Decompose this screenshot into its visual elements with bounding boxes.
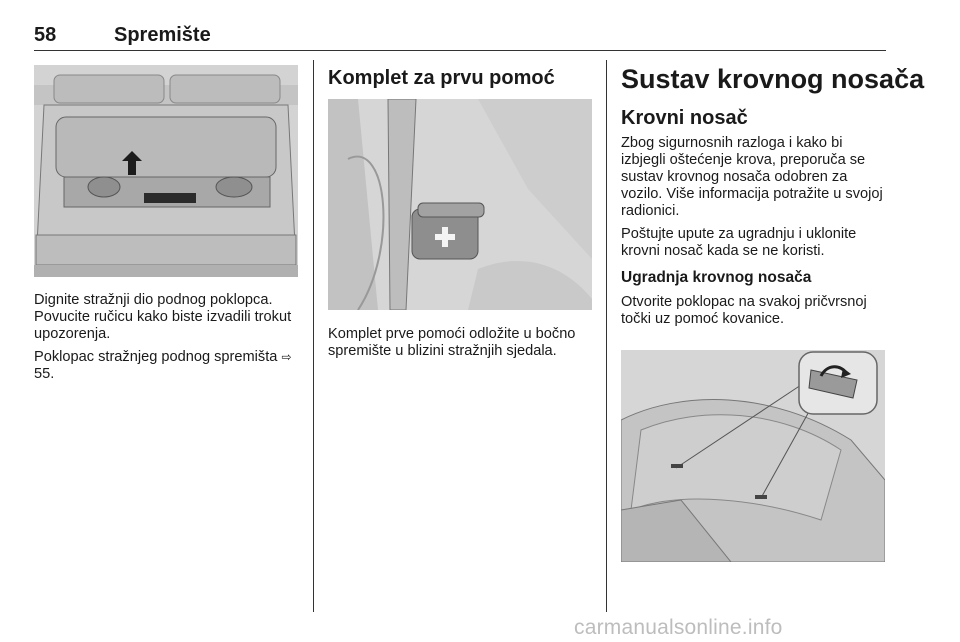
roof-rack-heading: Sustav krovnog nosača — [621, 64, 925, 94]
section-title: Spremište — [114, 24, 211, 46]
roof-rack-paragraph-1: Zbog sigurnosnih razloga i kako bi izbjegli oštećenje krova, preporuča se sustav krovnog nosača odobren za vozilo. Više informacija potražite u svojoj radionici. — [621, 135, 883, 219]
watermark: carmanualsonline.info — [574, 616, 783, 639]
first-aid-paragraph: Komplet prve pomoći odložite u bočno spremište u blizini stražnjih sjedala. — [328, 326, 576, 359]
roof-attachment-illustration — [621, 350, 885, 562]
roof-rack-paragraph-2: Poštujte upute za ugradnju i uklonite krovni nosač kada se ne koristi. — [621, 226, 857, 259]
header-rule — [34, 50, 886, 51]
page-number: 58 — [34, 24, 57, 46]
trunk-paragraph-2-text: Poklopac stražnjeg podnog spremišta — [34, 349, 278, 365]
column-divider-1 — [313, 60, 314, 612]
trunk-paragraph-1: Dignite stražnji dio podnog poklopca. Povucite ručicu kako biste izvadili trokut upozorenja. — [34, 292, 292, 342]
trunk-floor-illustration — [34, 65, 298, 277]
page-reference-link[interactable]: 55. — [34, 366, 55, 382]
roof-rack-paragraph-3: Otvorite poklopac na svakoj pričvrsnoj točki uz pomoć kovanice. — [621, 294, 867, 327]
page-reference-icon: ⇨ — [281, 350, 292, 364]
roof-rack-subheading: Krovni nosač — [621, 107, 748, 129]
trunk-paragraph-2 — [34, 349, 300, 383]
first-aid-heading: Komplet za prvu pomoć — [328, 67, 555, 89]
roof-rack-figure — [621, 350, 885, 562]
first-aid-figure — [328, 99, 592, 310]
column-divider-2 — [606, 60, 607, 612]
trunk-floor-figure — [34, 65, 298, 277]
first-aid-kit-illustration — [328, 99, 592, 310]
page-header — [34, 24, 886, 52]
roof-rack-install-heading: Ugradnja krovnog nosača — [621, 269, 812, 286]
